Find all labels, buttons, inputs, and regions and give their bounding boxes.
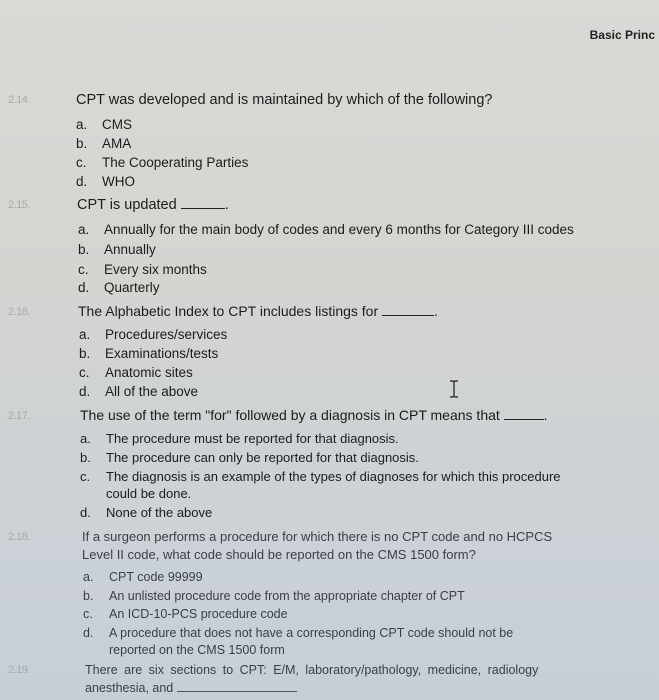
- option-b: b. AMA: [76, 136, 132, 151]
- option-a: a. CPT code 99999: [83, 570, 203, 584]
- question-text-line-2: anesthesia, and: [85, 681, 297, 695]
- question-number: 2.19.: [8, 664, 30, 676]
- question-text: There are six sections to CPT: E/M, laboratory/pathology, medicine, radiology: [85, 663, 539, 677]
- option-d: d. WHO: [76, 174, 135, 189]
- option-a: a. Procedures/services: [79, 327, 228, 342]
- question-number: 2.18.: [8, 531, 30, 543]
- option-a: a. Annually for the main body of codes and every 6 months for Category III codes: [78, 222, 574, 237]
- option-c: c. The Cooperating Parties: [76, 155, 249, 170]
- question-number: 2.15.: [8, 199, 30, 211]
- question-text: If a surgeon performs a procedure for which there is no CPT code and no HCPCS: [82, 529, 553, 544]
- question-number: 2.14.: [8, 94, 30, 106]
- option-d: d. Quarterly: [78, 280, 160, 295]
- option-c: c. Every six months: [78, 262, 207, 277]
- option-b: b. Examinations/tests: [79, 346, 219, 361]
- question-number: 2.16.: [8, 306, 30, 318]
- text-cursor-icon: [448, 380, 460, 398]
- option-a: a. The procedure must be reported for that diagnosis.: [80, 431, 399, 446]
- option-b: b. The procedure can only be reported for that diagnosis.: [80, 450, 419, 465]
- question-text: CPT was developed and is maintained by which of the following?: [76, 92, 493, 108]
- question-text: The use of the term "for" followed by a diagnosis in CPT means that .: [80, 407, 548, 423]
- option-d: d. All of the above: [79, 384, 199, 399]
- option-d-continued: reported on the CMS 1500 form: [109, 643, 285, 657]
- option-b: b. Annually: [78, 242, 156, 257]
- page-header: Basic Princ: [589, 28, 655, 42]
- option-c: c. An ICD-10-PCS procedure code: [83, 607, 288, 621]
- option-c: c. The diagnosis is an example of the types of diagnoses for which this procedure: [80, 469, 561, 484]
- option-a: a. CMS: [76, 117, 132, 132]
- option-d: d. None of the above: [80, 505, 213, 520]
- question-text-line-2: Level II code, what code should be reported on the CMS 1500 form?: [82, 547, 476, 562]
- option-d: d. A procedure that does not have a corresponding CPT code should not be: [83, 626, 514, 640]
- question-number: 2.17.: [8, 410, 30, 422]
- question-text: The Alphabetic Index to CPT includes listings for .: [78, 303, 438, 319]
- option-c-continued: could be done.: [106, 486, 192, 501]
- option-c: c. Anatomic sites: [79, 365, 193, 380]
- option-b: b. An unlisted procedure code from the appropriate chapter of CPT: [83, 589, 465, 603]
- question-text: CPT is updated .: [77, 197, 229, 213]
